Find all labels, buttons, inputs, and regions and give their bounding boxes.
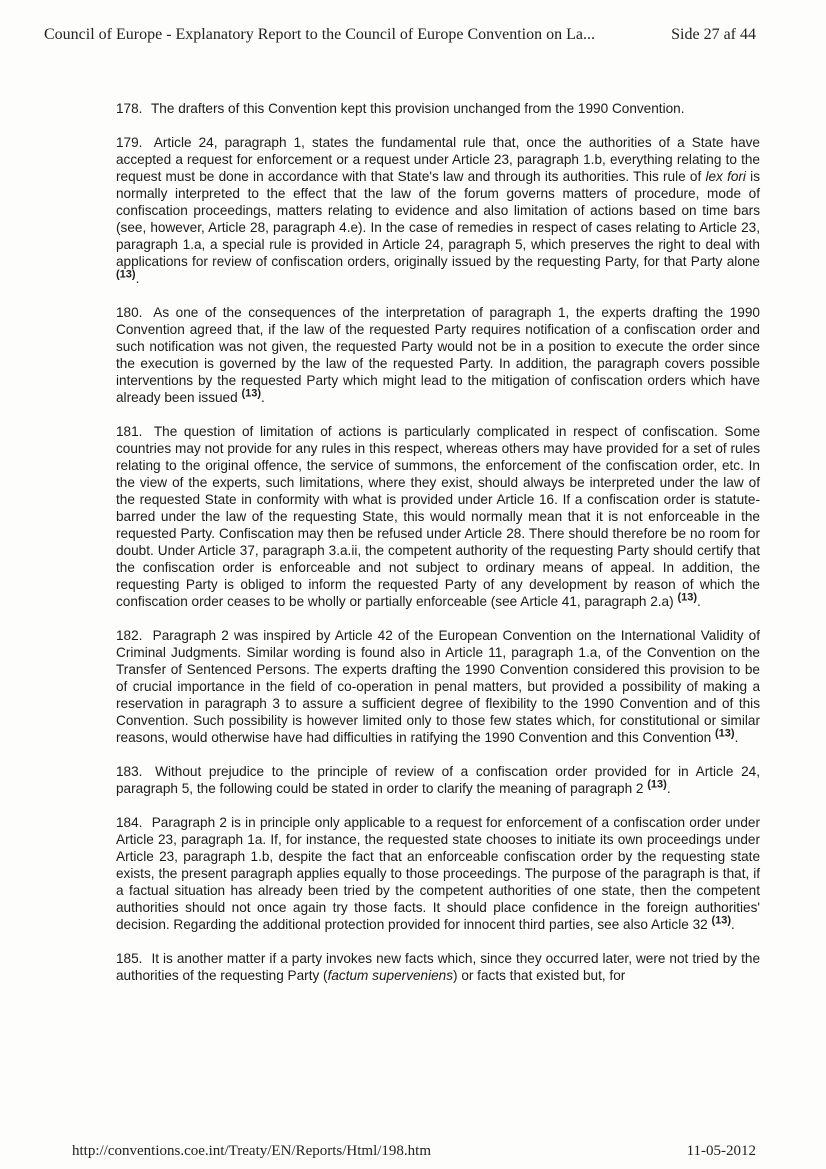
paragraph-text: Paragraph 2 was inspired by Article 42 of the European Convention on the International Validity of Criminal Judgments. Similar wording is found also in Article 11, paragraph 1.a, of the Convention on the Transfer of Sentenced Persons. The experts drafting the 1990 Convention considered this provision to be of crucial importance in the field of co-operation in penal matters, but provided a possibility of making a reservation in paragraph 3 to assure a sufficient degree of flexibility to the 1990 Convention and of this Convention. Such possibility is however limited only to those few states which, for constitutional or similar reasons, would otherwise have had difficulties in ratifying the 1990 Convention and this Convention xyxy=(116,628,761,745)
paragraph-number: 185. xyxy=(116,951,143,966)
paragraph-text: The drafters of this Convention kept this provision unchanged from the 1990 Convention. xyxy=(151,101,685,116)
italic-term: lex fori xyxy=(705,169,746,184)
paragraph-text: ) or facts that existed but, for xyxy=(453,968,626,983)
document-body xyxy=(116,100,760,1001)
paragraph-181 xyxy=(116,423,760,610)
paragraph-182 xyxy=(116,627,760,746)
paragraph-number: 184. xyxy=(116,815,143,830)
paragraph-text: Without prejudice to the principle of review of a confiscation order provided for in Article 24, paragraph 5, the following could be stated in order to clarify the meaning of paragraph 2 xyxy=(116,764,760,796)
paragraph-183 xyxy=(116,763,760,797)
footnote-reference[interactable]: (13) xyxy=(241,387,262,400)
paragraph-178 xyxy=(116,100,760,117)
paragraph-number: 181. xyxy=(116,424,143,439)
source-url: http://conventions.coe.int/Treaty/EN/Reports/Html/198.htm xyxy=(72,1143,432,1159)
paragraph-text: It is another matter if a party invokes new facts which, since they occurred later, were not tried by the authorities of the requesting Party ( xyxy=(116,951,761,983)
paragraph-number: 183. xyxy=(116,764,143,779)
paragraph-number: 180. xyxy=(116,305,143,320)
print-date: 11-05-2012 xyxy=(686,1143,756,1159)
paragraph-text: . xyxy=(734,730,739,745)
paragraph-text: . xyxy=(697,594,701,609)
paragraph-number: 179. xyxy=(116,135,143,150)
paragraph-text: Paragraph 2 is in principle only applicable to a request for enforcement of a confiscation order under Article 23, paragraph 1a. If, for instance, the requested state chooses to initiate its own proceedings under Article 23, paragraph 1.b, despite the fact that an enforceable confiscation order by the requesting state exists, the present paragraph applies equally to those proceedings. The purpose of the paragraph is that, if a factual situation has already been tried by the competent authorities of one state, then the competent authorities should not once again try those facts. It should place confidence in the foreign authorities' decision. Regarding the additional protection provided for innocent third parties, see also Article 32 xyxy=(116,815,761,932)
paragraph-185 xyxy=(116,950,760,984)
paragraph-text: The question of limitation of actions is particularly complicated in respect of confiscation. Some countries may not provide for any rules in this respect, whereas others may have provided for a set of rules relating to the original offence, the service of summons, the enforcement of the confiscation order, etc. In the view of the experts, such limitations, where they exist, should always be interpreted under the law of the requested State in conformity with what is provided under Article 16. If a confiscation order is statute-barred under the law of the requesting State, this would normally mean that it is not enforceable in the requested Party. Confiscation may then be refused under Article 28. There should therefore be no room for doubt. Under Article 37, paragraph 3.a.ii, the competent authority of the requesting Party should certify that the confiscation order is enforceable and not subject to ordinary means of appeal. In addition, the requesting Party is obliged to inform the requested Party of any development by reason of which the confiscation order ceases to be wholly or partially enforceable (see Article 41, paragraph 2.a) xyxy=(116,424,761,609)
paragraph-184 xyxy=(116,814,760,933)
page-number: Side 27 af 44 xyxy=(671,26,756,43)
paragraph-text: As one of the consequences of the interpretation of paragraph 1, the experts drafting the 1990 Convention agreed that, if the law of the requested Party requires notification of a confiscation order and such notification was not given, the requested Party would not be in a position to execute the order since the execution is governed by the law of the requested Party. In addition, the paragraph covers possible interventions by the requested Party which might lead to the mitigation of confiscation orders which have already been issued xyxy=(116,305,760,405)
footnote-reference[interactable]: (13) xyxy=(715,727,735,740)
italic-term: factum superveniens xyxy=(327,968,454,983)
footnote-reference[interactable]: (13) xyxy=(677,591,697,604)
paragraph-text: . xyxy=(666,781,671,796)
footnote-reference[interactable]: (13) xyxy=(647,778,667,791)
paragraph-text: . xyxy=(135,271,140,286)
footnote-reference[interactable]: (13) xyxy=(711,914,732,927)
footnote-reference[interactable]: (13) xyxy=(116,268,136,281)
paragraph-text: . xyxy=(261,390,265,405)
paragraph-text: . xyxy=(731,917,735,932)
document-title: Council of Europe - Explanatory Report to the Council of Europe Convention on La... xyxy=(44,26,595,43)
paragraph-text: is normally interpreted to the effect that the law of the forum governs matters of procedure, mode of confiscation proceedings, matters relating to evidence and also limitation of actions based on time bars (see, however, Article 28, paragraph 4.e). In the case of remedies in respect of cases relating to Article 23, paragraph 1.a, a special rule is provided in Article 24, paragraph 5, which preserves the right to deal with applications for review of confiscation orders, originally issued by the requesting Party, for that Party alone xyxy=(116,169,760,269)
paragraph-text: Article 24, paragraph 1, states the fundamental rule that, once the authorities of a State have accepted a request for enforcement or a request under Article 23, paragraph 1.b, everything relating to the request must be done in accordance with that State's law and through its authorities. This rule of xyxy=(116,135,760,184)
paragraph-179 xyxy=(116,134,760,287)
page-header xyxy=(44,26,756,44)
paragraph-number: 178. xyxy=(116,101,143,116)
paragraph-number: 182. xyxy=(116,628,143,643)
page-footer xyxy=(72,1143,756,1160)
paragraph-180 xyxy=(116,304,760,406)
